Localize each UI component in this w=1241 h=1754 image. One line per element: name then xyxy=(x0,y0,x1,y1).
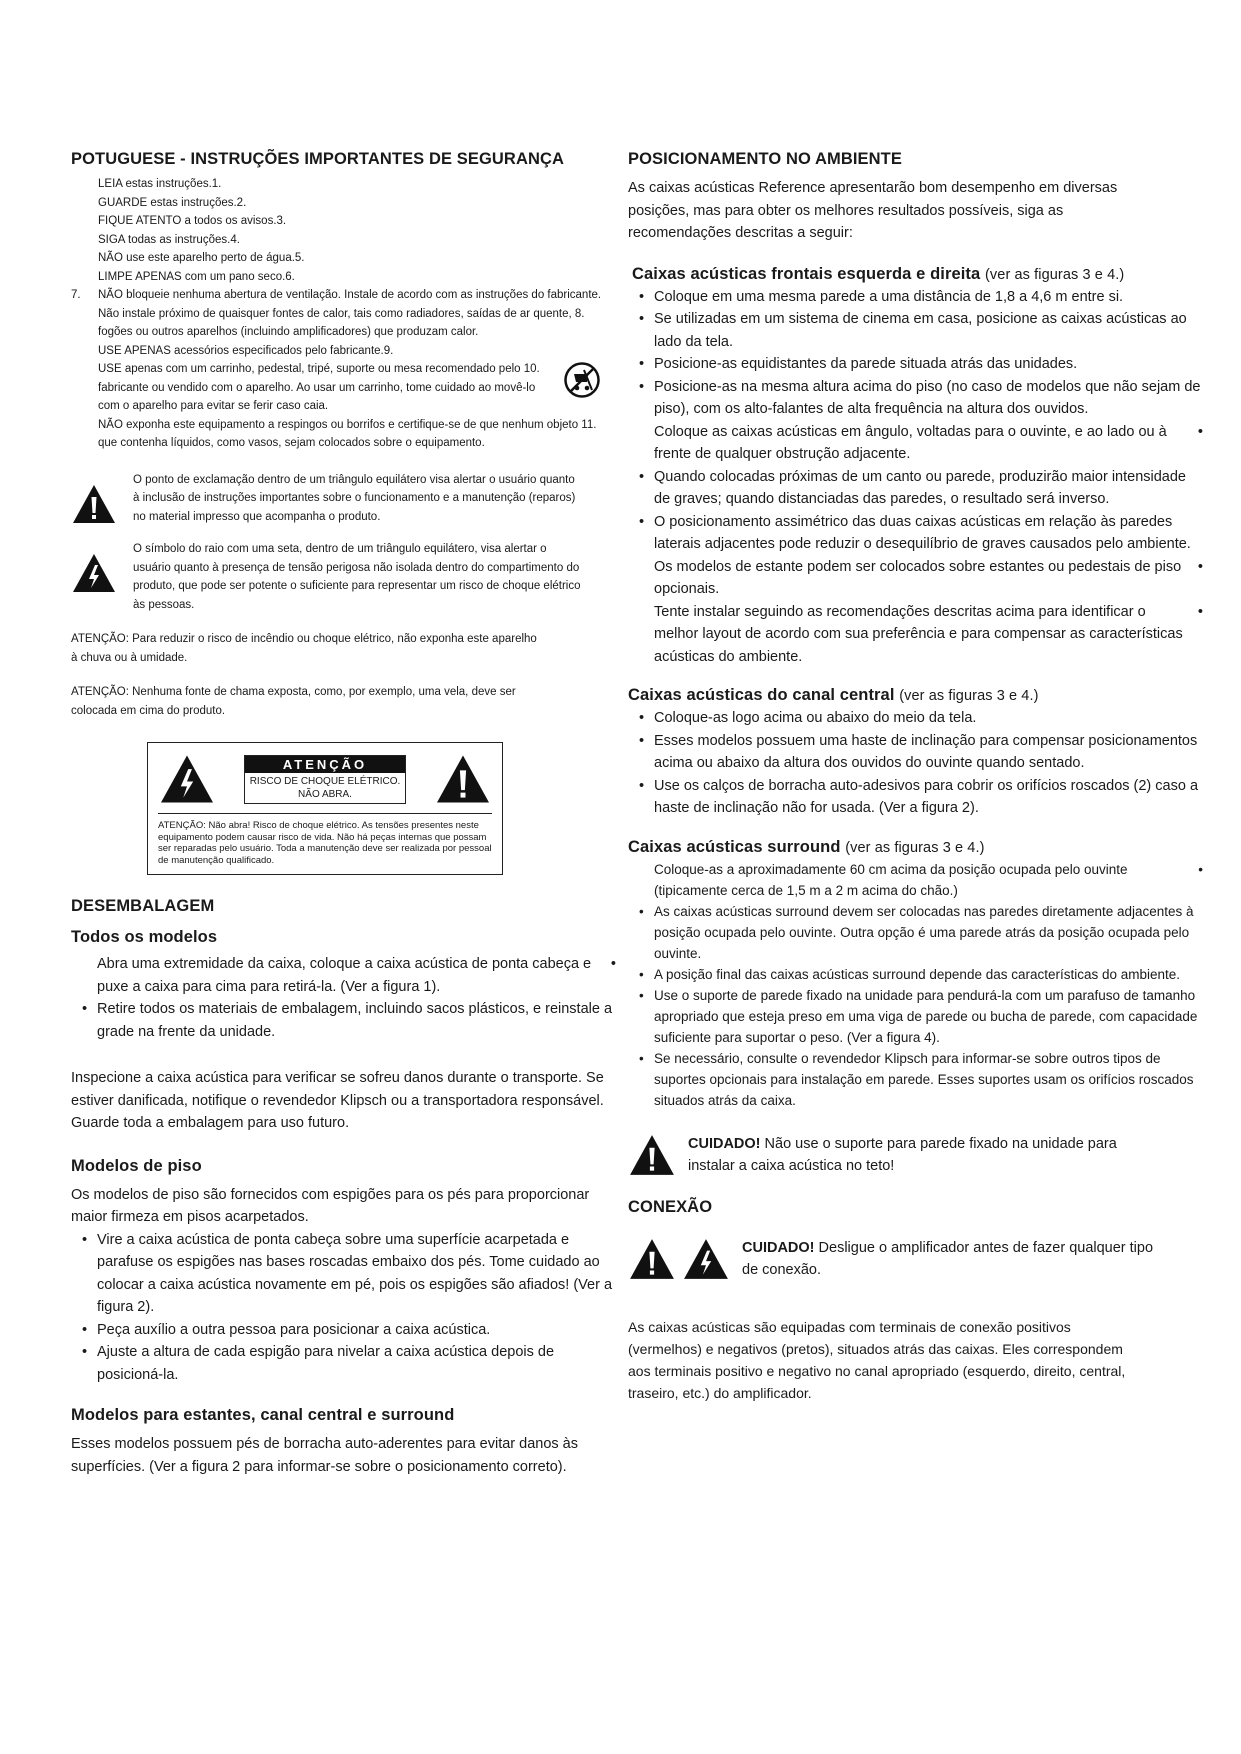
front-shelf xyxy=(628,556,1203,601)
safety-item-11: NÃO exponha este equipamento a respingos ou borrifos e certifique-se de que nenhum objeto 11. que contenha líquidos, como vasos, sejam colocados sobre o equipamento. xyxy=(98,418,597,449)
surround-title-text: Caixas acústicas surround xyxy=(628,837,841,856)
front-bullet-4: • Posicione-as na mesma altura acima do piso (no caso de modelos que não sejam de piso), com os alto-falantes de alta frequência na altura dos ouvidos. xyxy=(632,376,1203,421)
safety-title: POTUGUESE - INSTRUÇÕES IMPORTANTES DE SEGURANÇA xyxy=(71,150,565,168)
bullet: • xyxy=(1197,603,1203,620)
all-models-list xyxy=(71,953,616,1043)
floor-models-title: Modelos de piso xyxy=(71,1156,202,1175)
center-bullet-1: • Coloque-as logo acima ou abaixo do meio da tela. xyxy=(632,707,1203,730)
caution-ceiling-label: CUIDADO! xyxy=(688,1135,761,1152)
center-bullet-3: • Use os calços de borracha auto-adesivos para cobrir os orifícios roscados (2) caso a haste de inclinação não for usada. (Ver a figura 2). xyxy=(632,775,1203,820)
lightning-text: O símbolo do raio com uma seta, dentro de um triângulo equilátero, visa alertar o usuário quanto à presença de tensão perigosa não isolada dentro do compartimento do produto, que pode ser potente o suficiente para representar um risco de choque elétrico às pessoas. xyxy=(133,543,581,611)
surround-first-text: Coloque-as a aproximadamente 60 cm acima da posição ocupada pelo ouvinte (tipicamente cerca de 1,5 m a 2 m acima do chão.) xyxy=(654,861,1128,898)
all-models-bullets xyxy=(71,998,616,1043)
surround-bullets xyxy=(628,901,1203,1111)
front-shelf-text: Os modelos de estante podem ser colocados sobre estantes ou pedestais de piso opcionais. xyxy=(654,558,1182,597)
front-bullets-b xyxy=(628,466,1203,556)
front-bullet-3: • Posicione-as equidistantes da parede situada atrás das unidades. xyxy=(632,353,1203,376)
cart-warning-icon xyxy=(564,362,600,398)
front-try-text: Tente instalar seguindo as recomendações descritas acima para identificar o melhor layout de acordo com sua preferência e para compensar as características acústicas do ambiente. xyxy=(654,603,1183,665)
shelf-text: Esses modelos possuem pés de borracha auto-aderentes para evitar danos às superfícies. (Ver a figura 2 para informar-se sobre o posicionamento correto). xyxy=(71,1436,578,1475)
surround-ref: (ver as figuras 3 e 4.) xyxy=(845,839,985,856)
shelf-models-title: Modelos para estantes, canal central e surround xyxy=(71,1406,455,1424)
bullet: • xyxy=(1197,423,1203,440)
safety-item-1: LEIA estas instruções.1. xyxy=(98,178,222,190)
front-bullet-1: • Coloque em uma mesma parede a uma distância de 1,8 a 4,6 m entre si. xyxy=(632,286,1203,309)
caution-disconnect-label: CUIDADO! xyxy=(742,1239,815,1256)
front-try xyxy=(628,601,1203,669)
safety-item-5: NÃO use este aparelho perto de água.5. xyxy=(98,252,305,264)
lightning-triangle-icon xyxy=(158,753,216,805)
attention-flame: ATENÇÃO: Nenhuma fonte de chama exposta, como, por exemplo, uma vela, deve ser colocada em cima do produto. xyxy=(71,686,516,717)
safety-item-4: SIGA todas as instruções.4. xyxy=(98,233,240,246)
all-models-item-2: • Retire todos os materiais de embalagem, incluindo sacos plásticos, e reinstale a grade na frente da unidade. xyxy=(75,998,616,1043)
bullet: • xyxy=(1197,558,1203,575)
safety-items-8-11 xyxy=(71,305,616,453)
right-column xyxy=(628,150,1203,1404)
attention-box xyxy=(147,742,503,875)
attention-box-title: ATENÇÃO xyxy=(245,756,405,773)
exclamation-triangle-icon xyxy=(628,1133,676,1177)
safety-item-7-number: 7. xyxy=(71,289,81,301)
floor-bullet-3: • Ajuste a altura de cada espigão para nivelar a caixa acústica depois de posicioná-la. xyxy=(75,1341,616,1386)
exclamation-text: O ponto de exclamação dentro de um triângulo equilátero visa alertar o usuário quanto à inclusão de instruções importantes sobre o funcionamento e a manutenção (reparos) no material impresso que acompanha o produto. xyxy=(133,473,576,523)
connection-text: As caixas acústicas são equipadas com terminais de conexão positivos (vermelhos) e negativos (pretos), situados atrás das caixas. Eles correspondem aos terminais positivo e negativo no canal apropriado (esquerdo, direito, central, traseiro, etc.) do amplificador. xyxy=(628,1318,1126,1401)
safety-item-7 xyxy=(71,286,616,305)
safety-item-2: GUARDE estas instruções.2. xyxy=(98,196,247,209)
safety-item-10: USE apenas com um carrinho, pedestal, tripé, suporte ou mesa recomendado pelo 10. fabricante ou vendido com o aparelho. Ao usar um carrinho, tome cuidado ao movê-lo com o aparelho para evitar se ferir caso caia. xyxy=(98,363,540,412)
center-bullets xyxy=(628,707,1203,820)
placement-title: POSICIONAMENTO NO AMBIENTE xyxy=(628,150,902,168)
center-ref: (ver as figuras 3 e 4.) xyxy=(899,688,1039,704)
lightning-triangle-icon xyxy=(682,1237,730,1281)
safety-item-10-wrap xyxy=(98,360,612,416)
all-models-item-1 xyxy=(71,953,616,998)
connection-title: CONEXÃO xyxy=(628,1197,713,1216)
exclamation-triangle-icon xyxy=(628,1237,676,1281)
caution-disconnect xyxy=(628,1237,1203,1282)
left-column xyxy=(71,150,616,1478)
center-title xyxy=(628,686,1203,705)
exclamation-triangle-icon xyxy=(434,753,492,805)
exclamation-notice xyxy=(71,471,616,527)
exclamation-triangle-icon xyxy=(71,483,117,525)
front-ref: (ver as figuras 3 e 4.) xyxy=(985,266,1125,283)
safety-item-7-text: NÃO bloqueie nenhuma abertura de ventilação. Instale de acordo com as instruções do fabricante. xyxy=(98,289,602,301)
safety-item-8: Não instale próximo de quaisquer fontes de calor, tais como radiadores, saídas de ar quente, 8. fogões ou outros aparelhos (incluindo amplificadores) que produzam calor. xyxy=(98,307,585,338)
front-bullet-5: • Quando colocadas próximas de um canto ou parede, produzirão maior intensidade de graves; quando distanciadas das paredes, o resultado será inverso. xyxy=(632,466,1203,511)
lightning-triangle-icon xyxy=(71,552,117,594)
attention-box-line1: RISCO DE CHOQUE ELÉTRICO. xyxy=(249,775,401,787)
all-models-item-1-text: Abra uma extremidade da caixa, coloque a caixa acústica de ponta cabeça e puxe a caixa para cima para retirá-la. (Ver a figura 1). xyxy=(97,956,592,995)
inspect-text: Inspecione a caixa acústica para verificar se sofreu danos durante o transporte. Se estiver danificada, notifique o revendedor Klipsch ou a transportadora responsável. Guarde toda a embalagem para uso futuro. xyxy=(71,1070,604,1131)
lightning-notice xyxy=(71,540,616,614)
surround-title xyxy=(628,838,1203,857)
surround-bullet-3: • Use o suporte de parede fixado na unidade para pendurá-la com um parafuso de tamanho apropriado que esteja preso em uma viga de parede ou bucha de parede, com capacidade suficiente para suportar o peso. (Ver a figura 4). xyxy=(632,985,1203,1048)
all-models-title: Todos os modelos xyxy=(71,928,218,946)
caution-disconnect-body: Desligue o amplificador antes de fazer qualquer tipo de conexão. xyxy=(742,1239,1154,1278)
caution-ceiling-body: Não use o suporte para parede fixado na unidade para instalar a caixa acústica no teto! xyxy=(688,1135,1117,1174)
front-bullet-2: • Se utilizadas em um sistema de cinema em casa, posicione as caixas acústicas ao lado da tela. xyxy=(632,308,1203,353)
surround-bullet-2: • A posição final das caixas acústicas surround depende das características do ambiente. xyxy=(632,964,1203,985)
bullet: • xyxy=(610,956,616,972)
safety-item-9: USE APENAS acessórios especificados pelo fabricante.9. xyxy=(98,344,394,357)
attention-box-body: ATENÇÃO: Não abra! Risco de choque elétrico. As tensões presentes neste equipamento podem causar risco de vida. Não há peças internas que possam ser reparadas pelo usuário. Toda a manutenção deve ser realizada por pessoal de manutenção qualificado. xyxy=(158,813,492,866)
front-bullets-a xyxy=(628,286,1203,421)
safety-list xyxy=(71,175,616,286)
front-angle-text: Coloque as caixas acústicas em ângulo, voltadas para o ouvinte, e ao lado ou à frente de qualquer obstrução adjacente. xyxy=(654,423,1167,462)
front-angle xyxy=(628,421,1203,466)
unpack-title: DESEMBALAGEM xyxy=(71,897,215,915)
attention-box-header xyxy=(158,753,492,805)
placement-intro: As caixas acústicas Reference apresentarão bom desempenho em diversas posições, mas para obter os melhores resultados possíveis, siga as recomendações descritas a seguir: xyxy=(628,180,1118,241)
front-title-text: Caixas acústicas frontais esquerda e direita xyxy=(632,264,981,283)
floor-bullet-2: • Peça auxílio a outra pessoa para posicionar a caixa acústica. xyxy=(75,1319,616,1342)
attention-label-box xyxy=(244,755,406,804)
front-bullet-6: • O posicionamento assimétrico das duas caixas acústicas em relação às paredes laterais adjacentes pode reduzir o desequilíbrio de graves causados pelo ambiente. xyxy=(632,511,1203,556)
front-title xyxy=(628,265,1203,284)
safety-item-3: FIQUE ATENTO a todos os avisos.3. xyxy=(98,215,287,227)
caution-ceiling-text xyxy=(688,1133,1158,1178)
center-title-text: Caixas acústicas do canal central xyxy=(628,686,895,704)
safety-item-6: LIMPE APENAS com um pano seco.6. xyxy=(98,270,295,283)
caution-disconnect-text xyxy=(742,1237,1162,1282)
floor-intro: Os modelos de piso são fornecidos com espigões para os pés para proporcionar maior firmeza em pisos acarpetados. xyxy=(71,1186,590,1225)
caution-ceiling xyxy=(628,1133,1203,1178)
bullet: • xyxy=(1198,861,1203,877)
surround-first xyxy=(628,859,1203,901)
attention-rain: ATENÇÃO: Para reduzir o risco de incêndio ou choque elétrico, não exponha este aparelho à chuva ou à umidade. xyxy=(71,633,537,664)
attention-box-lines xyxy=(245,773,405,803)
surround-bullet-4: • Se necessário, consulte o revendedor Klipsch para informar-se sobre outros tipos de suportes opcionais para instalação em parede. Esses suportes usam os orifícios roscados situados atrás da caixa. xyxy=(632,1048,1203,1111)
center-bullet-2: • Esses modelos possuem uma haste de inclinação para compensar posicionamentos acima ou abaixo da altura dos ouvidos do ouvinte quando sentado. xyxy=(632,730,1203,775)
floor-bullet-1: • Vire a caixa acústica de ponta cabeça sobre uma superfície acarpetada e parafuse os espigões nas bases roscadas embaixo dos pés. Tome cuidado ao colocar a caixa acústica novamente em pé, pois os espigões são afiados! (Ver a figura 2). xyxy=(75,1229,616,1319)
surround-bullet-1: • As caixas acústicas surround devem ser colocadas nas paredes diretamente adjacentes à posição ocupada pelo ouvinte. Outra opção é uma parede atrás da posição ocupada pelo ouvinte. xyxy=(632,901,1203,964)
floor-bullets xyxy=(71,1229,616,1387)
attention-box-line2: NÃO ABRA. xyxy=(298,788,352,800)
